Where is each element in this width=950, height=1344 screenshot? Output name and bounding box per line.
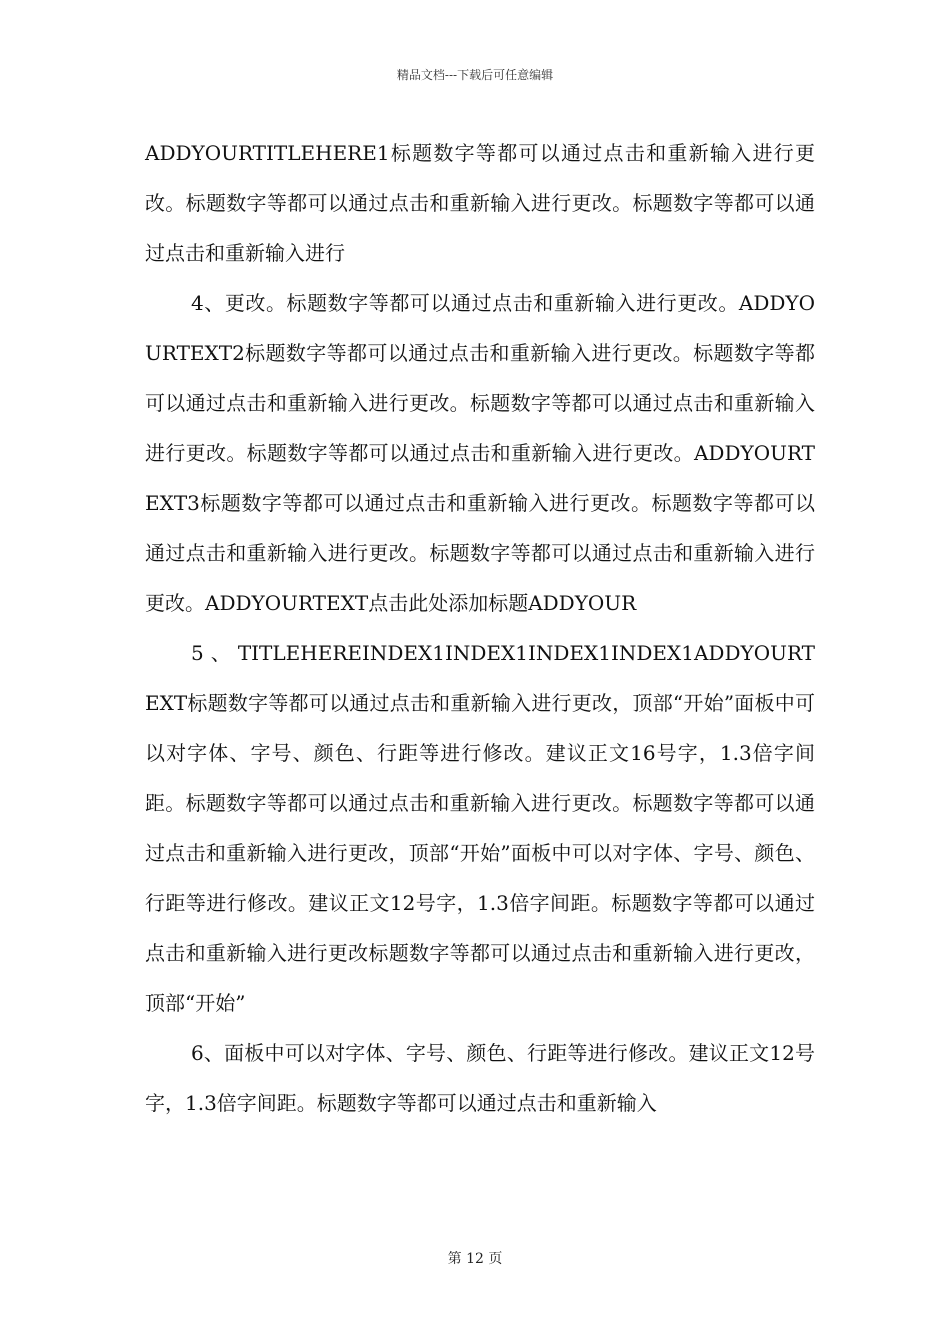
paragraph-3: 5、TITLEHEREINDEX1INDEX1INDEX1INDEX1ADDYOURTEXT标题数字等都可以通过点击和重新输入进行更改，顶部“开始”面板中可以对字体、字号、颜色、行距等进行修改。建议正文16号字，1.3倍字间距。标题数字等都可以通过点击和重新输入进行更改。标题数字等都可以通过点击和重新输入进行更改，顶部“开始”面板中可以对字体、字号、颜色、行距等进行修改。建议正文12号字，1.3倍字间距。标题数字等都可以通过点击和重新输入进行更改标题数字等都可以通过点击和重新输入进行更改，顶部“开始” bbox=[145, 641, 815, 1015]
paragraph-1: ADDYOURTITLEHERE1标题数字等都可以通过点击和重新输入进行更改。标题数字等都可以通过点击和重新输入进行更改。标题数字等都可以通过点击和重新输入进行 bbox=[145, 141, 815, 265]
paragraph-4: 6、面板中可以对字体、字号、颜色、行距等进行修改。建议正文12号字，1.3倍字间距。标题数字等都可以通过点击和重新输入 bbox=[145, 1041, 815, 1115]
page-header: 精品文档---下载后可任意编辑 bbox=[396, 68, 554, 82]
paragraph-2: 4、更改。标题数字等都可以通过点击和重新输入进行更改。ADDYOURTEXT2标题数字等都可以通过点击和重新输入进行更改。标题数字等都可以通过点击和重新输入进行更改。标题数字等都可以通过点击和重新输入进行更改。标题数字等都可以通过点击和重新输入进行更改。ADDYOURTEXT3标题数字等都可以通过点击和重新输入进行更改。标题数字等都可以通过点击和重新输入进行更改。标题数字等都可以通过点击和重新输入进行更改。ADDYOURTEXT点击此处添加标题ADDYOUR bbox=[145, 291, 815, 615]
page-number: 第 12 页 bbox=[447, 1251, 503, 1267]
document-body bbox=[145, 128, 815, 1128]
